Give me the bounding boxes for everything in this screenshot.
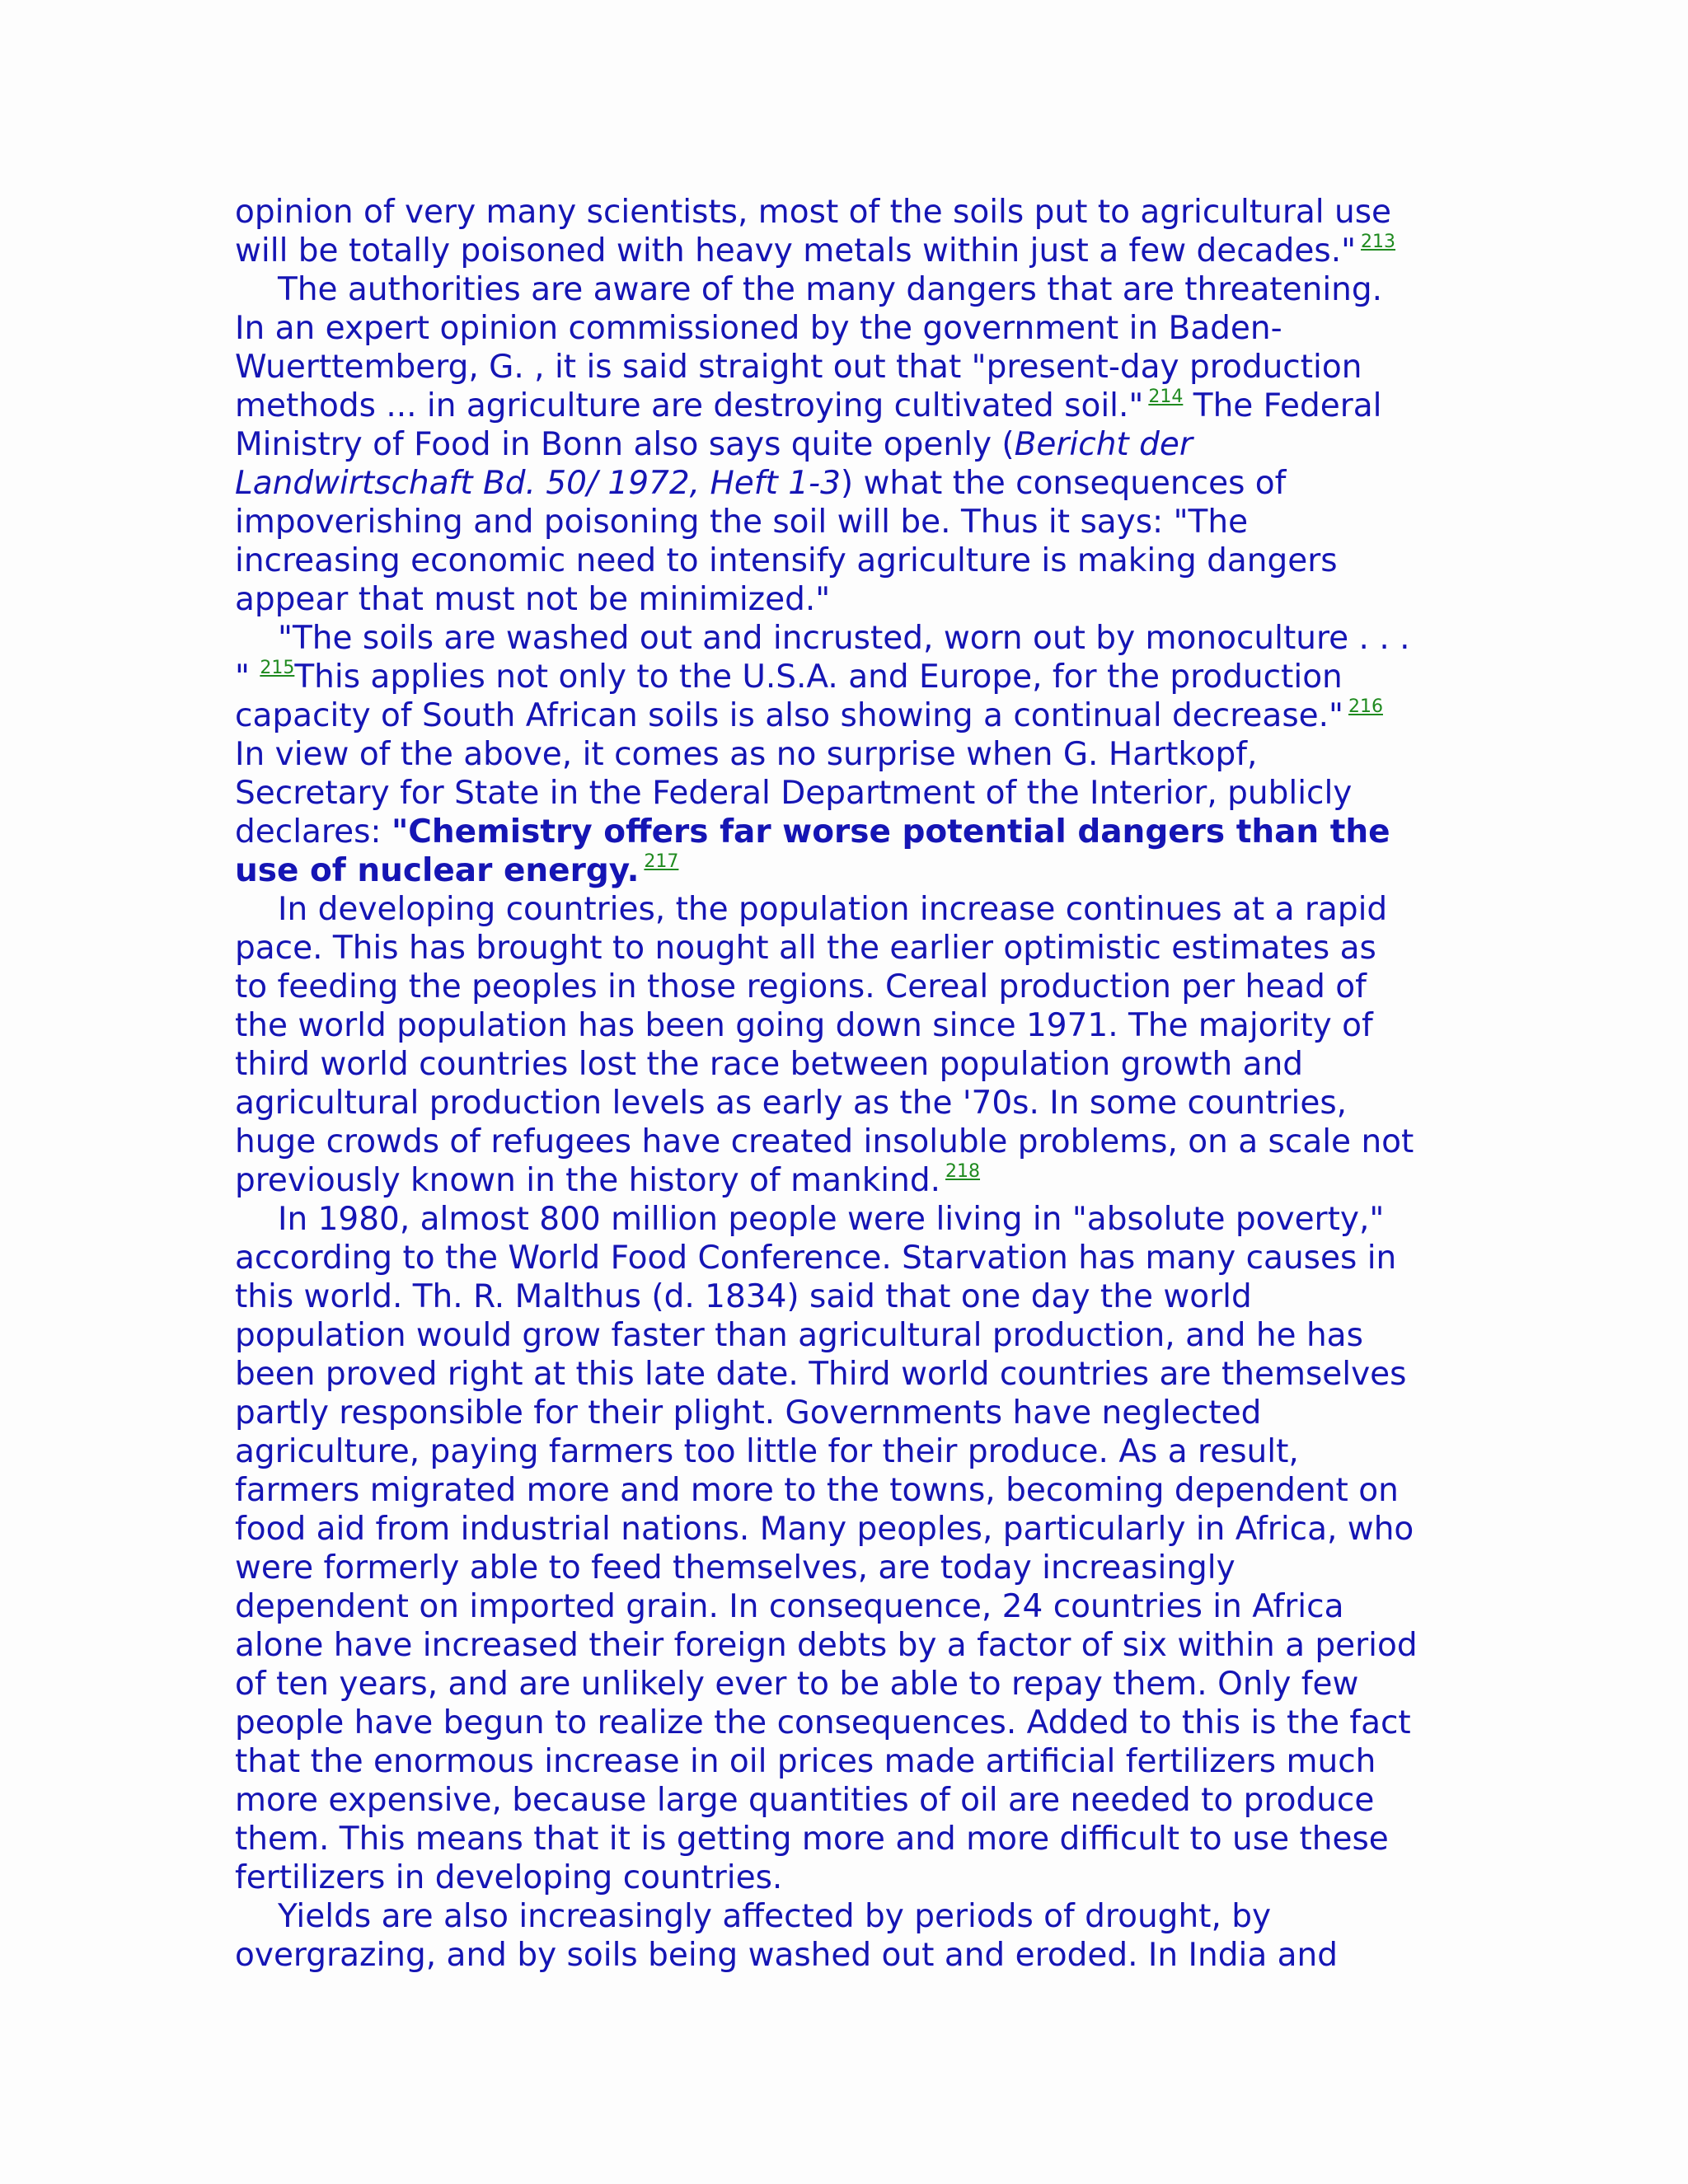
text-line xyxy=(235,1781,1471,1820)
text-run: This applies not only to the U.S.A. and Europe, for the production xyxy=(294,658,1343,696)
text-line xyxy=(235,1394,1471,1432)
text-run: overgrazing, and by soils being washed out and eroded. In India and xyxy=(235,1937,1339,1974)
text-run: In view of the above, it comes as no surprise when G. Hartkopf, xyxy=(235,736,1258,773)
text-line xyxy=(235,1161,1471,1200)
body-text xyxy=(235,193,1471,1975)
footnote-link[interactable]: 215 xyxy=(260,658,295,678)
text-line xyxy=(235,1239,1471,1277)
text-run: that the enormous increase in oil prices made artificial fertilizers much xyxy=(235,1743,1376,1780)
text-run: dependent on imported grain. In consequence, 24 countries in Africa xyxy=(235,1588,1344,1625)
text-run: In an expert opinion commissioned by the government in Baden- xyxy=(235,310,1282,347)
text-run: agricultural production levels as early as the '70s. In some countries, xyxy=(235,1085,1348,1122)
footnote-link[interactable]: 218 xyxy=(945,1161,981,1182)
text-run: this world. Th. R. Malthus (d. 1834) said that one day the world xyxy=(235,1278,1252,1315)
text-line xyxy=(235,774,1471,813)
text-line xyxy=(235,658,1471,696)
text-line xyxy=(235,619,1471,658)
text-run: The authorities are aware of the many dangers that are threatening. xyxy=(278,271,1383,308)
text-line xyxy=(235,1587,1471,1626)
footnote-link[interactable]: 214 xyxy=(1148,387,1184,407)
text-run: "The soils are washed out and incrusted, worn out by monoculture . . . xyxy=(278,620,1410,657)
text-run: people have begun to realize the consequences. Added to this is the fact xyxy=(235,1704,1411,1741)
text-run: ) what the consequences of xyxy=(840,465,1287,502)
text-run: Wuerttemberg, G. , it is said straight out that "present-day production xyxy=(235,349,1362,386)
text-run: appear that must not be minimized." xyxy=(235,581,831,618)
bold-text: "Chemistry offers far worse potential dangers than the xyxy=(391,813,1390,851)
text-line xyxy=(235,1316,1471,1355)
text-line xyxy=(235,1277,1471,1316)
text-line xyxy=(235,309,1471,348)
text-run: to feeding the peoples in those regions. Cereal production per head of xyxy=(235,968,1367,1005)
text-line xyxy=(235,813,1471,851)
text-line xyxy=(235,1549,1471,1587)
text-line xyxy=(235,580,1471,619)
text-run: been proved right at this late date. Third world countries are themselves xyxy=(235,1356,1407,1393)
text-line xyxy=(235,1084,1471,1122)
text-run: Secretary for State in the Federal Department of the Interior, publicly xyxy=(235,775,1353,812)
text-run: capacity of South African soils is also showing a continual decrease." xyxy=(235,697,1343,734)
text-run: impoverishing and poisoning the soil will be. Thus it says: "The xyxy=(235,504,1249,541)
text-run: third world countries lost the race between population growth and xyxy=(235,1046,1304,1083)
footnote-link[interactable]: 213 xyxy=(1361,232,1396,252)
text-run: Ministry of Food in Bonn also says quite openly ( xyxy=(235,426,1015,463)
text-line xyxy=(235,1626,1471,1665)
text-run: farmers migrated more and more to the towns, becoming dependent on xyxy=(235,1472,1399,1509)
text-line xyxy=(235,425,1471,464)
text-line xyxy=(235,1471,1471,1510)
text-run: more expensive, because large quantities of oil are needed to produce xyxy=(235,1782,1375,1819)
text-run: Yields are also increasingly affected by periods of drought, by xyxy=(278,1898,1272,1935)
text-line xyxy=(235,1045,1471,1084)
text-run: huge crowds of refugees have created insoluble problems, on a scale not xyxy=(235,1123,1414,1160)
text-run: were formerly able to feed themselves, are today increasingly xyxy=(235,1549,1236,1586)
text-line xyxy=(235,851,1471,890)
text-line xyxy=(235,1936,1471,1975)
text-line xyxy=(235,1200,1471,1239)
italic-text: Landwirtschaft Bd. 50/ 1972, Heft 1-3 xyxy=(235,465,841,502)
text-run: methods ... in agriculture are destroying cultivated soil." xyxy=(235,387,1144,424)
footnote-link[interactable]: 217 xyxy=(644,851,679,872)
text-line xyxy=(235,1432,1471,1471)
text-run: them. This means that it is getting more and more difficult to use these xyxy=(235,1821,1389,1858)
text-run: alone have increased their foreign debts by a factor of six within a period xyxy=(235,1627,1418,1664)
text-line xyxy=(235,1355,1471,1394)
text-run: declares: xyxy=(235,813,392,851)
italic-text: Bericht der xyxy=(1014,426,1193,463)
text-run: previously known in the history of mankind. xyxy=(235,1162,941,1199)
text-line xyxy=(235,1742,1471,1781)
text-run: partly responsible for their plight. Governments have neglected xyxy=(235,1394,1262,1432)
text-run: fertilizers in developing countries. xyxy=(235,1859,783,1896)
text-line xyxy=(235,890,1471,929)
bold-text: use of nuclear energy. xyxy=(235,852,640,889)
text-run: increasing economic need to intensify agriculture is making dangers xyxy=(235,542,1338,579)
text-run: agriculture, paying farmers too little for their produce. As a result, xyxy=(235,1433,1299,1470)
text-run: In 1980, almost 800 million people were living in "absolute poverty," xyxy=(278,1201,1385,1238)
text-run: will be totally poisoned with heavy metals within just a few decades." xyxy=(235,232,1357,269)
text-line xyxy=(235,1006,1471,1045)
text-run: pace. This has brought to nought all the earlier optimistic estimates as xyxy=(235,930,1376,967)
text-line xyxy=(235,541,1471,580)
text-line xyxy=(235,232,1471,270)
text-line xyxy=(235,270,1471,309)
text-line xyxy=(235,1704,1471,1742)
text-line xyxy=(235,929,1471,968)
text-line xyxy=(235,1897,1471,1936)
text-run: the world population has been going down since 1971. The majority of xyxy=(235,1007,1373,1044)
text-run: population would grow faster than agricultural production, and he has xyxy=(235,1317,1363,1354)
text-run: " xyxy=(235,658,260,696)
text-line xyxy=(235,1122,1471,1161)
footnote-link[interactable]: 216 xyxy=(1348,696,1383,717)
text-line xyxy=(235,968,1471,1006)
text-run: according to the World Food Conference. Starvation has many causes in xyxy=(235,1240,1397,1277)
text-run: of ten years, and are unlikely ever to be able to repay them. Only few xyxy=(235,1666,1359,1703)
text-line xyxy=(235,464,1471,503)
text-line xyxy=(235,696,1471,735)
text-line xyxy=(235,193,1471,232)
text-run: In developing countries, the population increase continues at a rapid xyxy=(278,891,1388,928)
text-line xyxy=(235,1510,1471,1549)
text-line xyxy=(235,1820,1471,1858)
text-run: food aid from industrial nations. Many peoples, particularly in Africa, who xyxy=(235,1511,1414,1548)
text-line xyxy=(235,387,1471,425)
text-line xyxy=(235,503,1471,541)
text-line xyxy=(235,735,1471,774)
text-line xyxy=(235,348,1471,387)
text-line xyxy=(235,1858,1471,1897)
text-line xyxy=(235,1665,1471,1704)
text-run: opinion of very many scientists, most of the soils put to agricultural use xyxy=(235,194,1392,231)
text-run: The Federal xyxy=(1183,387,1382,424)
